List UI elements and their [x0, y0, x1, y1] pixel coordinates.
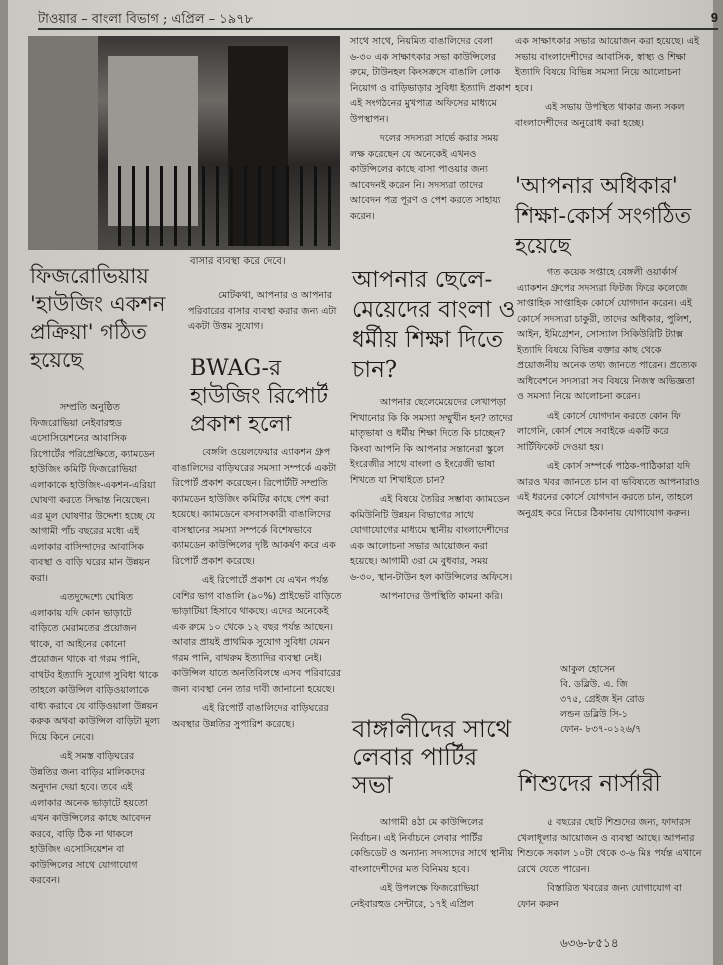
headline-rights-course: 'আপনার অধিকার' শিক্ষা-কোর্স সংগঠিত হয়েছে	[515, 174, 692, 259]
rights-course-body: গত কয়েক সপ্তাহে বেঙ্গলী ওয়ার্কার্স এ্যাকশন গ্রুপের সদস্যরা ফিটজ ফিরে কলেজে সাপ্তাহিক সাপ্তাহিক কোর্সে যোগদান করেন। এই কোর্সে সদস্যরা চাকুরী, তাদের অধিকার, পুলিশ, আইন, ইমিগ্রেশন, সোস্যাল সিকিউরিটি ট্যাক্স ইত্যাদি বিষয়ে বিভিন্ন বক্তার কাছ থেকে প্রয়োজনীয় অনেক তথ্য জানতে পারেন। প্রত্যেক অধিবেশনে সদস্যরা সব বিষয়ে নিজস্ব অভিজ্ঞতা ও সমস্যা নিয়ে আলোচনা করেন। এই কোর্সে যোগদান করতে কোন ফি লাগেনি, কোর্স শেষে সবাইকে একটি করে সার্টিফিকেট দেওয়া হয়। এই কোর্স সম্পর্কে পাঠক-পাঠিকারা যদি আরও খবর জানতে চান বা ভবিষ্যতে আপনারাও এই ধরনের কোর্সে যোগদান করতে চান, তাহলে অনুগ্রহ করে নিচের ঠিকানায় যোগাযোগ করুন।	[517, 267, 700, 519]
nursery-body: ৫ বছরের ছোট শিশুদের জন্য, ফাদারস খেলাধূলার আয়োজন ও ব্যবস্থা আছে। আপনার শিশুকে সকাল ১০টা থেকে ৩-৬ মিঃ পর্যন্ত এখানে রেখে যেতে পারেন। বিস্তারিত খবরের জন্য যোগাযোগ বা ফোন করুন	[517, 817, 702, 910]
headline-labour-party-meeting: বাঙ্গালীদের সাথে লেবার পার্টির সভা	[352, 715, 512, 799]
meeting-announcement-body: এক সাক্ষাৎকার সভার আয়োজন করা হয়েছে। এই সভায় বাংলাদেশীদের আবাসিক, স্বাস্থ্য ও শিক্ষা ইত্যাদি বিষয়ে বিভিন্ন সমস্যা নিয়ে আলোচনা হবে। এই সভায় উপস্থিত থাকার জন্য সকল বাংলাদেশীদের অনুরোধ করা হচ্ছে।	[515, 36, 700, 129]
meeting-continued-body: সাথে সাথে, নিয়মিত বাঙালিদের বেলা ৬-৩০ এক সাক্ষাৎকার সভা কাউন্সিলের রুমে, টাউনহল কিংসক্রসে বাঙালি লোক নিয়োগ ও বাড়িভাড়ার সুবিধা ইত্যাদি প্রকাশ এই সংগঠনের মুখপাত্র অফিসের মাধ্যমে উপস্থাপন। দলের সদস্যরা সার্ভে করার সময় লক্ষ করেছেন যে অনেকেই এখনও কাউন্সিলের কাছে বাসা পাওয়ার জন্য আবেদনই করেন নি। সদস্যরা তাদের আবেদন পত্র পূরণ ও পেশ করতে সাহায্য করেন।	[350, 36, 511, 222]
contact-address: আকুল হোসেন বি. ডব্লিউ. এ. জি ৩৭৫, গ্রেইজ ইন রোড লন্ডন ডব্লিউ সি-১ ফোন- ৮৩৭-০১২৬/৭	[560, 664, 645, 735]
bengali-education-body: আপনার ছেলেমেয়েদের লেখাপড়া শিখানোর কি কি সমস্যা সম্মুখীন হন? তাদের মাতৃভাষা ও ধর্মীয় শিক্ষা দিতে কি চাচ্ছেন? কিংবা আপনি কি আপনার সন্তানেরা স্কুলে ইংরেজীর সাথে বাংলা ও ইংরেজী ভাষা শিখতে যা শিখাইতে চান? এই বিষয়ে তৈরির সম্ভাব্য ক্যামডেন কমিউনিটি উন্নয়ন বিভাগের সাথে যোগাযোগের মাধ্যমে স্থানীয় বাংলাদেশীদের এক আলোচনা সভার আয়োজন করা হয়েছে। আগামী ৩রা মে বুধবার, সময় ৬-৩০, স্থান-টাউন হল কাউন্সিলের অফিসে। আপনাদের উপস্থিতি কামনা করি।	[350, 397, 513, 602]
masthead-title: টাওয়ার – বাংলা বিভাগ ; এপ্রিল – ১৯৭৮	[38, 12, 254, 27]
headline-nursery: শিশুদের নার্সারী	[518, 771, 661, 797]
headline-bwag-report: BWAG-র হাউজিং রিপোর্ট প্রকাশ হলো	[190, 356, 329, 437]
housing-action-intro: মোটকথা, আপনার ও আপনার পরিবারের বাসার ব্যবস্থা করার জন্য এটা একটা উত্তম সুযোগ।	[188, 290, 337, 332]
page-header	[38, 8, 718, 30]
housing-action-body: সম্প্রতি অনুষ্ঠিত ফিজরোভিয়া নেইবারহুড এসোসিয়েশনের আবাসিক রিপোর্টের পরিপ্রেক্ষিতে, ক্যামডেন হাউজিং কমিটি ফিজরোভিয়া এলাকাকে হাউজিং-একশন-এরিয়া ঘোষণা করতে সিদ্ধান্ত নিয়েছেন। এর মূল ঘোষণার উদ্দেশ্য হচ্ছে যে আগামী পাঁচ বছরের মধ্যে এই এলাকার বাসিন্দাদের আবাসিক ব্যবস্থা ও বাড়ি ঘরের মান উন্নয়ন করা। এতদুদ্দেশ্যে ঘোষিত এলাকায় যদি কোন ভাড়াটে বাড়িতে মেরামতের প্রয়োজন থাকে, বা আইনের কোনো প্রয়োজন থাকে বা গরম পানি, বাথটব ইত্যাদি সুযোগ সুবিধা থাকে তাহলে কাউন্সিল বাড়িওয়ালাকে বাধ্য করাবে যে বাড়িওয়ালা উন্নয়ন করুক অথবা কাউন্সিল বাড়িটা মূল্য দিয়ে কিনে নেবে। এই সমস্ত বাড়িঘরের উন্নতির জন্য বাড়ির মালিকদের অনুদান দেয়া হবে। তবে এই এলাকার অনেক ভাড়াটে হয়তো এখন কাউন্সিলের কাছে আবেদন করবে, বাড়ি ঠিক না থাকলে হাউজিং এসোসিয়েশন বা কাউন্সিলের সাথে যোগাযোগ করবেন।	[30, 402, 160, 886]
street-photo	[28, 36, 340, 250]
photo-caption: বাসার ব্যবস্থা করে দেবে।	[190, 256, 286, 267]
page-number: 9	[710, 10, 718, 25]
headline-housing-action: ফিজরোভিয়ায় 'হাউজিং একশন প্রক্রিয়া' গঠিত হয়েছে	[30, 264, 166, 372]
bwag-report-body: বেঙ্গলি ওয়েলফেয়ার এ্যাকশন গ্রুপ বাঙালিদের বাড়িঘরের সমস্যা সম্পর্কে একটা রিপোর্ট প্রকাশ করেছেন। রিপোর্টটি সম্প্রতি ক্যামডেন হাউজিং কমিটির কাছে পেশ করা হয়েছে। ক্যামডেনে বসবাসকারী বাঙালিদের বাসস্থানের সমস্যা সম্পর্কে বিশেষভাবে ক্যামডেন কাউন্সিলের দৃষ্টি আকর্ষণ করে এক রিপোর্ট প্রকাশ করেছে। এই রিপোর্টে প্রকাশ যে এখন পর্যন্ত বেশির ভাগ বাঙালি (৯০%) প্রাইভেট বাড়িতে ভাড়াটিয়া হিসাবে থাকছে। এদের অনেকেই এক রুমে ১০ থেকে ১২ বছর পর্যন্ত আছেন। আবার প্রায়ই প্রাথমিক সুযোগ সুবিধা যেমন গরম পানি, বাথরুম ইত্যাদির ব্যবস্থা নেই। কাউন্সিল যাতে অনতিবিলম্বে এসব পরিবারের জন্য ব্যবস্থা নেন তার দাবী জানানো হয়েছে। এই রিপোর্ট বাঙালিদের বাড়িঘরের অবস্থার উন্নতির সুপারিশ করেছে।	[172, 447, 342, 730]
nursery-phone: ৬৩৬-৮৫১৪	[560, 936, 619, 950]
headline-bengali-education: আপনার ছেলে-মেয়েদের বাংলা ও ধর্মীয় শিক্ষা দিতে চান?	[352, 267, 516, 383]
labour-party-meeting-body: আগামী ৪ঠা মে কাউন্সিলের নির্বাচন। এই নির্বাচনে লেবার পার্টির কেন্ডিডেট ও অন্যান্য সদস্যদের সাথে স্থানীয় বাংলাদেশীদের মত বিনিময় হবে। এই উপলক্ষে ফিজরোভিয়া নেইবারহুড সেন্টারে, ১৭ই এপ্রিল	[350, 817, 514, 910]
